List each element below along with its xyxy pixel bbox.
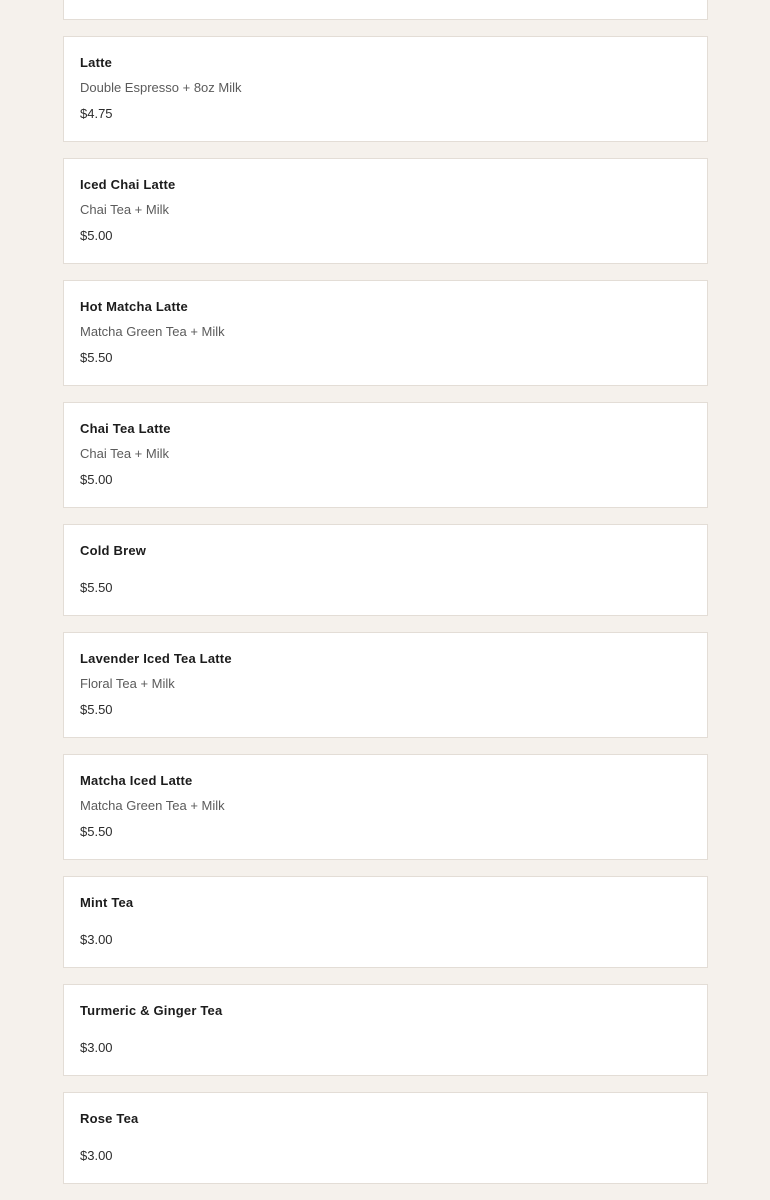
menu-item-name: Turmeric & Ginger Tea: [80, 1003, 223, 1018]
menu-item-name: Chai Tea Latte: [80, 421, 171, 436]
menu-item-card[interactable]: [63, 0, 708, 20]
menu-item-description: Chai Tea + Milk: [80, 446, 169, 461]
menu-item-price: $5.50: [80, 580, 113, 595]
menu-item-price: $5.00: [80, 228, 113, 243]
menu-item-turmeric-ginger-tea[interactable]: [63, 984, 708, 1076]
menu-item-price: $4.75: [80, 106, 113, 121]
menu-item-name: Iced Chai Latte: [80, 177, 176, 192]
menu-item-cold-brew[interactable]: [63, 524, 708, 616]
menu-item-description: Matcha Green Tea + Milk: [80, 798, 225, 813]
menu-item-description: Double Espresso + 8oz Milk: [80, 80, 242, 95]
menu-item-name: Latte: [80, 55, 113, 70]
menu-item-name: Matcha Iced Latte: [80, 773, 193, 788]
menu-item-price: $5.50: [80, 350, 113, 365]
menu-item-rose-tea[interactable]: [63, 1092, 708, 1184]
menu-item-price: $3.00: [80, 932, 113, 947]
menu-item-chai-tea-latte[interactable]: [63, 402, 708, 508]
menu-item-hot-matcha-latte[interactable]: [63, 280, 708, 386]
menu-item-latte[interactable]: [63, 36, 708, 142]
menu-item-description: Floral Tea + Milk: [80, 676, 175, 691]
menu-list: [63, 0, 708, 1200]
menu-item-name: Hot Matcha Latte: [80, 299, 188, 314]
menu-item-name: Lavender Iced Tea Latte: [80, 651, 232, 666]
menu-item-matcha-iced-latte[interactable]: [63, 754, 708, 860]
menu-item-mint-tea[interactable]: [63, 876, 708, 968]
menu-item-lavender-iced-tea-latte[interactable]: [63, 632, 708, 738]
menu-item-name: Mint Tea: [80, 895, 134, 910]
menu-item-description: Matcha Green Tea + Milk: [80, 324, 225, 339]
menu-item-iced-chai-latte[interactable]: [63, 158, 708, 264]
menu-item-price: $5.00: [80, 472, 113, 487]
menu-item-price: $5.50: [80, 824, 113, 839]
menu-item-price: [80, 0, 691, 1]
menu-item-name: Rose Tea: [80, 1111, 139, 1126]
menu-item-price: $5.50: [80, 702, 113, 717]
menu-item-price: $3.00: [80, 1040, 113, 1055]
menu-item-price: $3.00: [80, 1148, 113, 1163]
menu-item-description: Chai Tea + Milk: [80, 202, 169, 217]
menu-item-name: Cold Brew: [80, 543, 147, 558]
